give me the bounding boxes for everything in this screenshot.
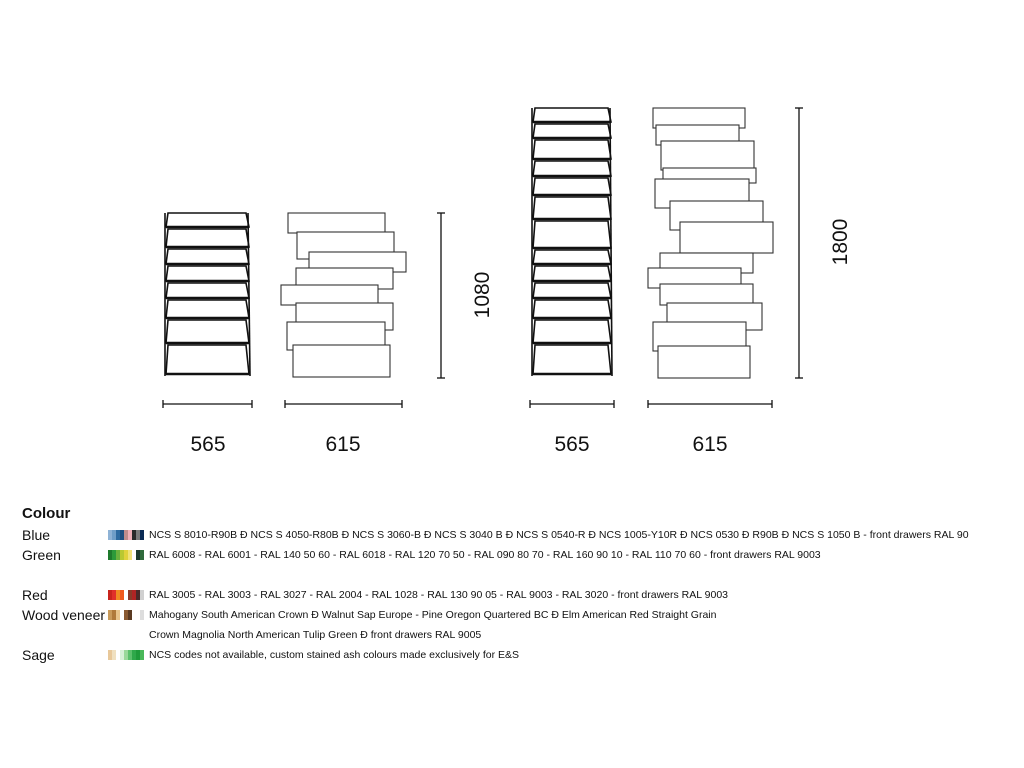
colour-section [22, 505, 1012, 666]
drawer-side [533, 283, 611, 298]
drawer-side [533, 124, 611, 138]
colour-swatch [140, 530, 144, 540]
large-height-label: 1800 [829, 218, 852, 266]
colour-row [22, 586, 1012, 606]
colour-row [22, 606, 1012, 626]
colour-codes: RAL 3005 - RAL 3003 - RAL 3027 - RAL 2004 - RAL 1028 - RAL 130 90 05 - RAL 9003 - RAL 3020 - front drawers RAL 9003 [149, 589, 728, 601]
colour-row [22, 646, 1012, 666]
colour-row [22, 546, 1012, 566]
drawer-side [166, 320, 249, 343]
drawer-front [658, 346, 750, 378]
drawer-side [533, 161, 611, 176]
colour-codes: NCS codes not available, custom stained ash colours made exclusively for E&S [149, 649, 520, 661]
drawer-side [166, 213, 249, 227]
drawer-side [166, 345, 249, 374]
drawer-front [680, 222, 773, 253]
small-cabinet-front-view [281, 213, 406, 377]
large-cabinet-side-view [532, 108, 612, 376]
drawer-side [533, 197, 611, 219]
colour-codes: RAL 6008 - RAL 6001 - RAL 140 50 60 - RAL 6018 - RAL 120 70 50 - RAL 090 80 70 - RAL 160 90 10 - RAL 110 70 60 - front drawers RAL 9003 [149, 549, 821, 561]
drawer-side [166, 249, 249, 264]
drawer-front [660, 284, 753, 305]
colour-swatch [140, 590, 144, 600]
colour-swatch [140, 610, 144, 620]
drawer-side [533, 266, 611, 281]
cabinet-right-edge [248, 213, 250, 376]
drawer-front [661, 141, 754, 170]
colour-name: Green [22, 547, 61, 563]
drawer-front [288, 213, 385, 233]
drawer-front [281, 285, 378, 305]
colour-codes: Mahogany South American Crown Ð Walnut Sap Europe - Pine Oregon Quartered BC Ð Elm American Red Straight Grain [149, 609, 717, 621]
drawer-side [533, 300, 611, 318]
drawer-side [166, 283, 249, 298]
drawer-side [166, 229, 249, 247]
colour-heading: Colour [22, 505, 71, 522]
drawer-side [533, 108, 611, 122]
colour-swatch-strip [108, 550, 144, 560]
drawer-side [166, 266, 249, 281]
colour-name: Wood veneer [22, 607, 106, 623]
drawer-side [166, 300, 249, 318]
colour-name: Red [22, 587, 48, 603]
large-width-label: 615 [692, 433, 728, 456]
drawer-side [533, 345, 611, 374]
drawer-side [533, 178, 611, 195]
colour-name: Sage [22, 647, 55, 663]
colour-row [22, 626, 1012, 646]
small-height-label: 1080 [471, 271, 494, 319]
colour-list [22, 526, 1012, 666]
small-depth-label: 565 [190, 433, 226, 456]
large-cabinet-front-view [648, 108, 773, 378]
colour-codes: Crown Magnolia North American Tulip Green Ð front drawers RAL 9005 [149, 629, 482, 641]
drawer-side [533, 140, 611, 159]
colour-swatch-strip [108, 590, 144, 600]
colour-swatch [140, 650, 144, 660]
drawer-side [533, 320, 611, 343]
small-cabinet-side-view [165, 213, 250, 376]
drawer-front [293, 345, 390, 377]
colour-swatch [140, 550, 144, 560]
colour-swatch-strip [108, 650, 144, 660]
drawer-side [533, 250, 611, 264]
drawer-side [533, 221, 611, 248]
small-width-label: 615 [325, 433, 361, 456]
colour-name: Blue [22, 527, 51, 543]
colour-codes: NCS S 8010-R90B Ð NCS S 4050-R80B Ð NCS S 3060-B Ð NCS S 3040 B Ð NCS S 0540-R Ð NCS 1005-Y10R Ð NCS 0530 Ð R90B Ð NCS S 1050 B - front drawers RAL 90 [149, 529, 969, 541]
colour-swatch-strip [108, 530, 144, 540]
colour-row [22, 526, 1012, 546]
large-depth-label: 565 [554, 433, 590, 456]
colour-swatch-strip [108, 610, 144, 620]
